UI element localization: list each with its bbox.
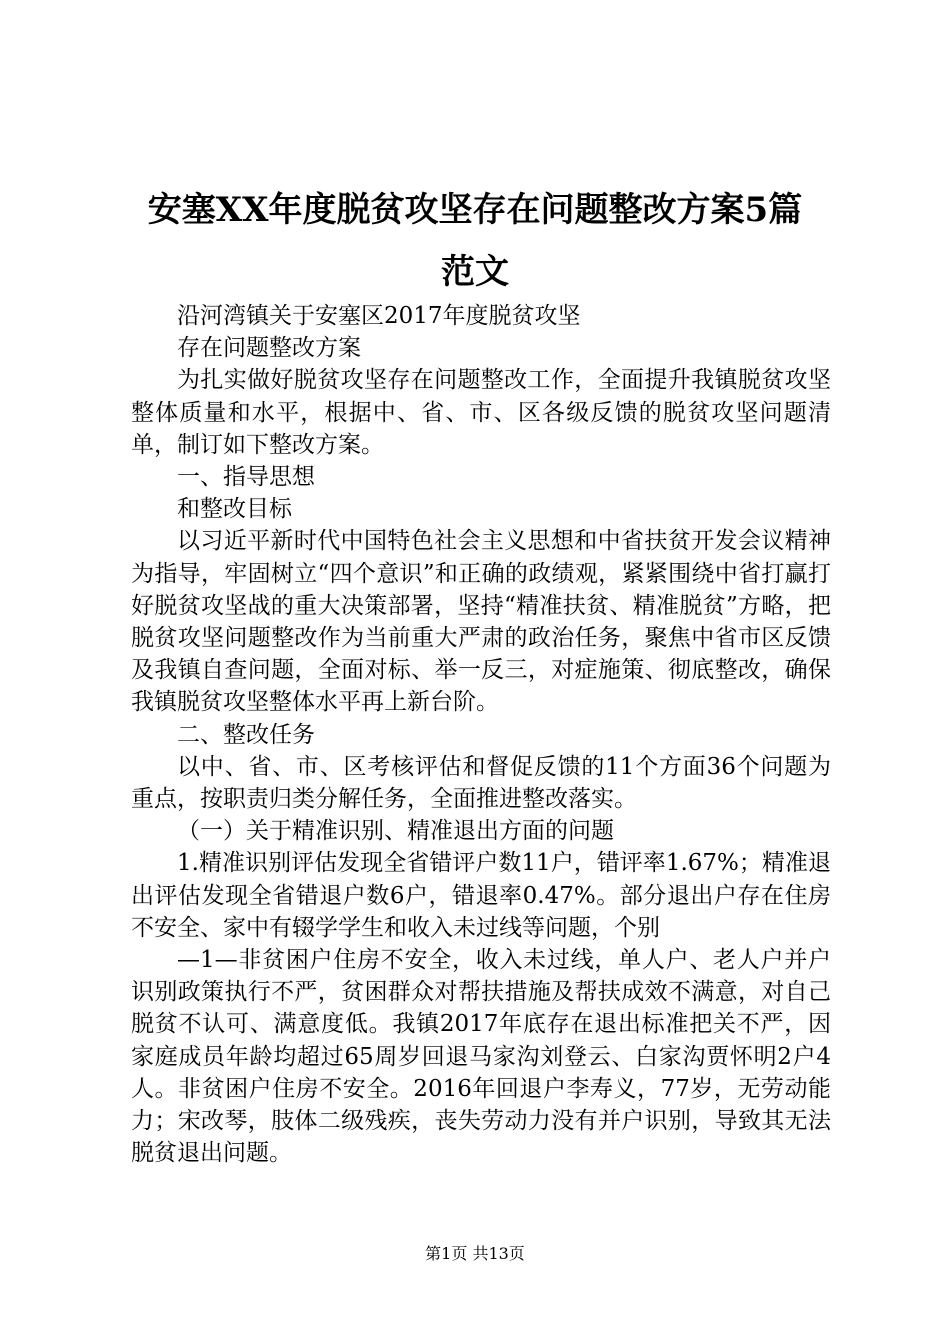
section-heading: 二、整改任务 [177, 721, 315, 748]
section-heading: 和整改目标 [177, 496, 292, 523]
document-title-line1: 安塞XX年度脱贫攻坚存在问题整改方案5篇 [147, 190, 803, 230]
paragraph: 以中、省、市、区考核评估和督促反馈的11个方面36个问题为重点，按职责归类分解任务，全面推进整改落实。 [131, 753, 831, 813]
paragraph: 为扎实做好脱贫攻坚存在问题整改工作，全面提升我镇脱贫攻坚整体质量和水平，根据中、省、市、区各级反馈的脱贫攻坚问题清单，制订如下整改方案。 [131, 367, 831, 458]
document-body [131, 300, 831, 1169]
paragraph: 1.精准识别评估发现全省错评户数11户，错评率1.67%；精准退出评估发现全省错退户数6户，错退率0.47%。部分退出户存在住房不安全、家中有辍学学生和收入未过线等问题，个别 [131, 850, 831, 941]
paragraph: 存在问题整改方案 [177, 335, 361, 362]
paragraph: 沿河湾镇关于安塞区2017年度脱贫攻坚 [177, 303, 581, 329]
paragraph: —1—非贫困户住房不安全，收入未过线，单人户、老人户并户识别政策执行不严，贫困群众对帮扶措施及帮扶成效不满意，对自己脱贫不认可、满意度低。我镇2017年底存在退出标准把关不严，因家庭成员年龄均超过65周岁回退马家沟刘登云、白家沟贾怀明2户4人。非贫困户住房不安全。2016年回退户李寿义，77岁，无劳动能力；宋改琴，肢体二级残疾，丧失劳动力没有并户识别，导致其无法脱贫退出问题。 [131, 947, 831, 1167]
subsection-heading: （一）关于精准识别、精准退出方面的问题 [177, 818, 614, 845]
section-heading: 一、指导思想 [177, 464, 315, 491]
page-footer: 第1页 共13页 [425, 1244, 525, 1263]
paragraph: 以习近平新时代中国特色社会主义思想和中省扶贫开发会议精神为指导，牢固树立“四个意识”和正确的政绩观，紧紧围绕中省打赢打好脱贫攻坚战的重大决策部署，坚持“精准扶贫、精准脱贫”方略，把脱贫攻坚问题整改作为当前重大严肃的政治任务，聚焦中省市区反馈及我镇自查问题，全面对标、举一反三，对症施策、彻底整改，确保我镇脱贫攻坚整体水平再上新台阶。 [131, 528, 831, 716]
document-title-line2: 范文 [441, 252, 509, 292]
